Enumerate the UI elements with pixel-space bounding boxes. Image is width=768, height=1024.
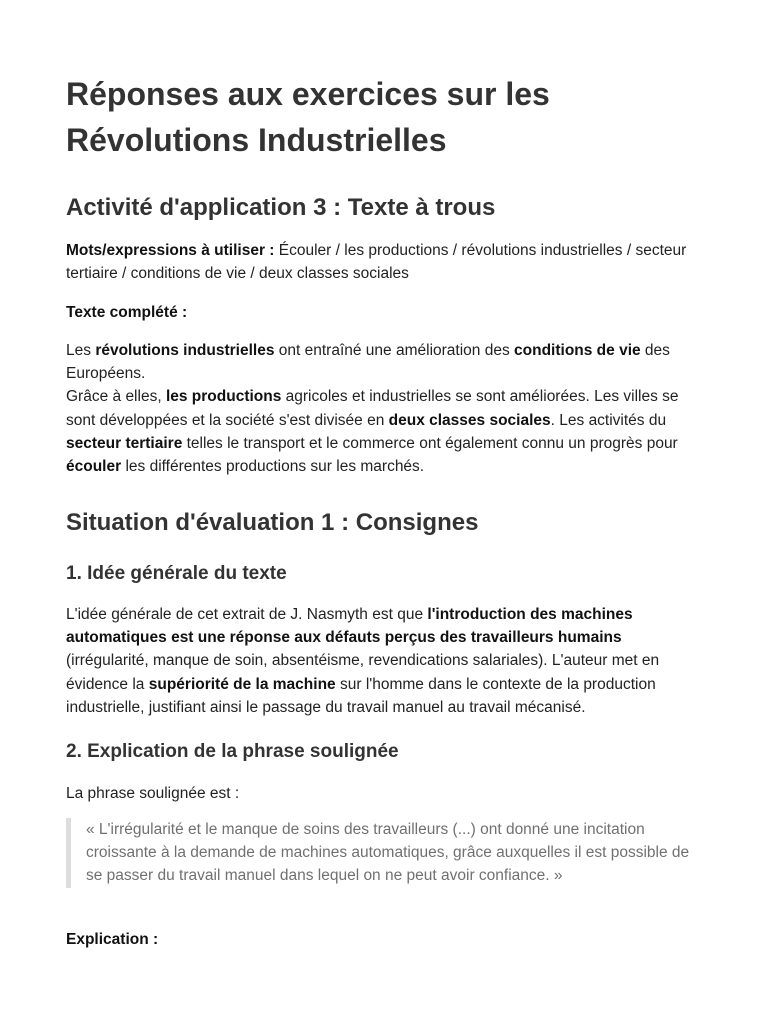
- bold-term: les productions: [165, 388, 282, 406]
- text-run: agricoles et industrielles se sont améliorées. Les villes se sont développées et la société s'est divisée en: [66, 388, 679, 429]
- completed-label-paragraph: [66, 301, 702, 324]
- text-run: ont entraîné une amélioration des: [274, 342, 515, 359]
- text-run: L'idée générale de cet extrait de J. Nasmyth est que: [66, 606, 428, 623]
- phrase-intro: La phrase soulignée est :: [66, 785, 240, 802]
- page-title: Réponses aux exercices sur les Révolutions Industrielles: [66, 76, 550, 158]
- text-run: les différentes productions sur les marchés.: [121, 458, 425, 476]
- bold-term: révolutions industrielles: [95, 342, 275, 359]
- section-heading-activite: Activité d'application 3 : Texte à trous: [66, 194, 496, 221]
- words-paragraph: [66, 239, 702, 285]
- bold-term: écouler: [66, 458, 122, 476]
- text-run: des Européens.: [66, 342, 670, 383]
- bold-term: secteur tertiaire: [66, 434, 183, 452]
- blockquote: « L'irrégularité et le manque de soins des travailleurs (...) ont donné une incitation croissante à la demande de machines automatiques, grâce auxquelles il est possible de se passer du travail manuel dans lequel on ne peut avoir confiance. »: [66, 818, 696, 888]
- words-label: Mots/expressions à utiliser :: [66, 242, 275, 259]
- text-run: Les: [66, 342, 96, 359]
- explication-label-paragraph: [66, 928, 702, 951]
- section-heading-situation: Situation d'évaluation 1 : Consignes: [66, 509, 479, 536]
- text-run: (irrégularité, manque de soin, absentéisme, revendications salariales). L'auteur met en évidence la: [66, 652, 660, 693]
- completed-label: Texte complété :: [66, 304, 188, 321]
- question-heading-2: 2. Explication de la phrase soulignée: [66, 741, 399, 762]
- bold-term: deux classes sociales: [388, 411, 551, 429]
- idee-generale-paragraph: [66, 603, 696, 719]
- words-text: Écouler / les productions / révolutions industrielles / secteur tertiaire / conditions de vie / deux classes sociales: [66, 242, 687, 283]
- bold-term: l'introduction des machines automatiques est une réponse aux défauts perçus des travailleurs humains: [66, 606, 633, 647]
- bold-term: conditions de vie: [514, 342, 641, 359]
- text-run: . Les activités du: [550, 411, 667, 429]
- question-heading-1: 1. Idée générale du texte: [66, 563, 287, 584]
- explication-label: Explication :: [66, 931, 159, 948]
- completed-text-paragraph: [66, 339, 694, 478]
- bold-term: supériorité de la machine: [148, 675, 336, 693]
- text-run: telles le transport et le commerce ont également connu un progrès pour: [182, 434, 678, 452]
- text-run: Grâce à elles,: [66, 388, 166, 406]
- text-run: sur l'homme dans le contexte de la production industrielle, justifiant ainsi le passage du travail manuel au travail mécanisé.: [66, 675, 656, 716]
